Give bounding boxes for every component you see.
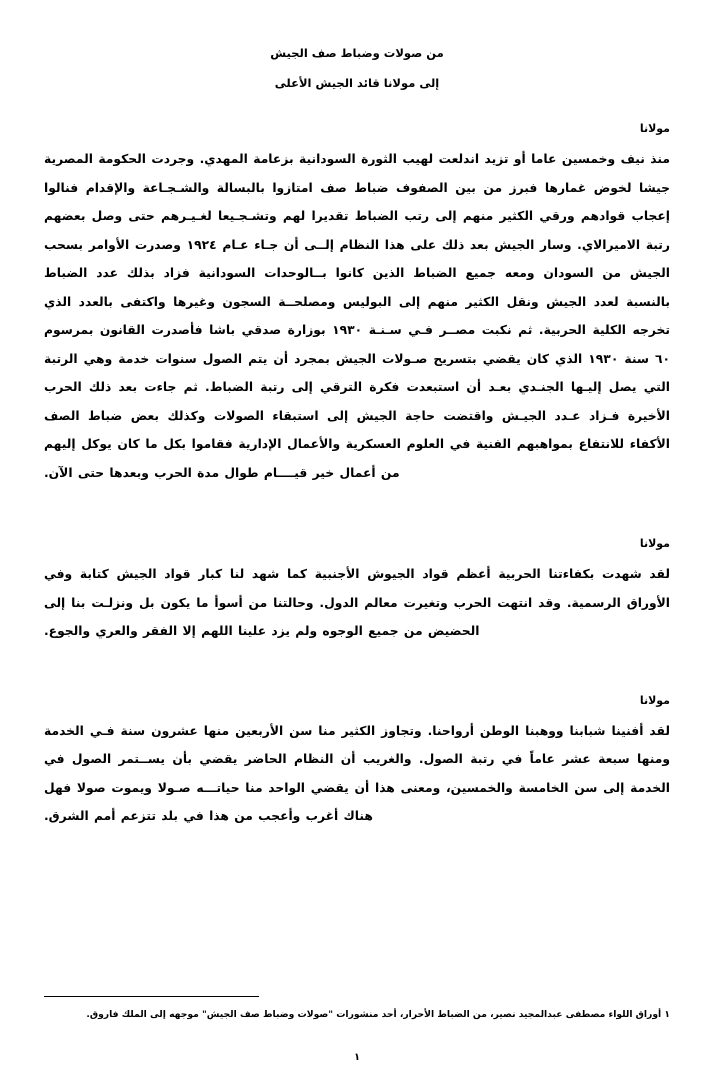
section-2	[44, 537, 670, 646]
paragraph-3: لقد أفنينا شبابنا ووهبنا الوطن أرواحنا. وتجاوز الكثير منا سن الأربعين منها عشرون سنة فـي الخدمة ومنها سبعة عشر عاماً في رتبة الصول. والغريب أن النظام الحاضر يقضي بأن يســتمر الصول في الخدمة إلى سن الخامسة والخمسين، ومعنى هذا أن يقضي الواحد منا حياتـــه صـولا ويموت صولا فهل هناك أغرب وأعجب من هذا في بلد تتزعم أمم الشرق.	[44, 723, 670, 823]
footnote-separator	[44, 996, 670, 997]
section-3	[44, 694, 670, 831]
document-title	[44, 38, 670, 98]
page-number: ١	[353, 1052, 361, 1063]
footnote-text: ١ أوراق اللواء مصطفى عبدالمجيد نصير، من الضباط الأحرار، أحد منشورات "صولات وضباط صف الجيش" موجهه إلى الملك فاروق.	[86, 1009, 670, 1020]
spacer-1	[44, 487, 670, 513]
section-1	[44, 122, 670, 487]
footnote-area	[44, 996, 670, 1023]
paragraph-1: منذ نيف وخمسين عاما أو تزيد اندلعت لهيب الثورة السودانية بزعامة المهدي. وجردت الحكومة المصرية جيشا لخوض غمارها فبرز من بين الصفوف ضباط صف امتازوا بالبسالة والشـجـاعة والإقدام فنالوا إعجاب قوادهم ورقي الكثير منهم إلى رتب الضباط تقديرا لهم وتشـجـيعا لغـيـرهم حتى وصل بعضهم رتبة الاميرالاي. وسار الجيش بعد ذلك على هذا النظام إلــى أن جـاء عـام ١٩٢٤ وصدرت الأوامر بسحب الجيش من السودان ومعه جميع الضباط الذين كانوا بــالوحدات السودانية فزاد بذلك عدد الضباط بالنسبة لعدد الجيش ونقل الكثير منهم إلى البوليس ومصلحــة السجون وغيرها واكتفى بالعدد الذي تخرجه الكلية الحربية. ثم نكبت مصــر فـي سـنـة ١٩٣٠ بوزارة صدقي باشا فأصدرت القانون بمرسوم ٦٠ سنة ١٩٣٠ الذي كان يقضي بتسريح صـولات الجيش بمجرد أن يتم الصول سنوات خدمة وهي الرتبة التي يصل إليـها الجنـدي بعـد أن استبعدت فكرة الترقي إلى رتبة الضباط. ثم جاءت بعد ذلك الحرب الأخيرة فـزاد عـدد الجيـش واقتضت حاجة الجيش إلى استبقاء الصولات وكذلك بعض ضباط الصف الأكفاء للانتفاع بمواهبهم الفنية في العلوم العسكرية والأعمال الإدارية فقاموا بكل ما كان يوكل إليهم من أعمال خير قيــــام طوال مدة الحرب وبعدها حتى الآن.	[44, 152, 671, 480]
title-line-1: من صولات وضباط صف الجيش	[270, 46, 444, 60]
title-line-2: إلى مولانا قائد الجيش الأعلى	[274, 76, 440, 90]
salutation-3: مولانا	[639, 693, 670, 707]
paragraph-2: لقد شهدت بكفاءتنا الحربية أعظم قواد الجيوش الأجنبية كما شهد لنا كبار قواد الجيش كتابة وفي الأوراق الرسمية. وقد انتهت الحرب وتغيرت معالم الدول. وحالتنا من أسوأ ما يكون بل ونزلـت بنا إلى الحضيض من جميع الوجوه ولم يزد علينا اللهم إلا الفقر والعري والجوع.	[44, 567, 670, 638]
salutation-2: مولانا	[639, 537, 670, 550]
salutation-1: مولانا	[639, 122, 670, 135]
spacer-2	[44, 646, 670, 670]
